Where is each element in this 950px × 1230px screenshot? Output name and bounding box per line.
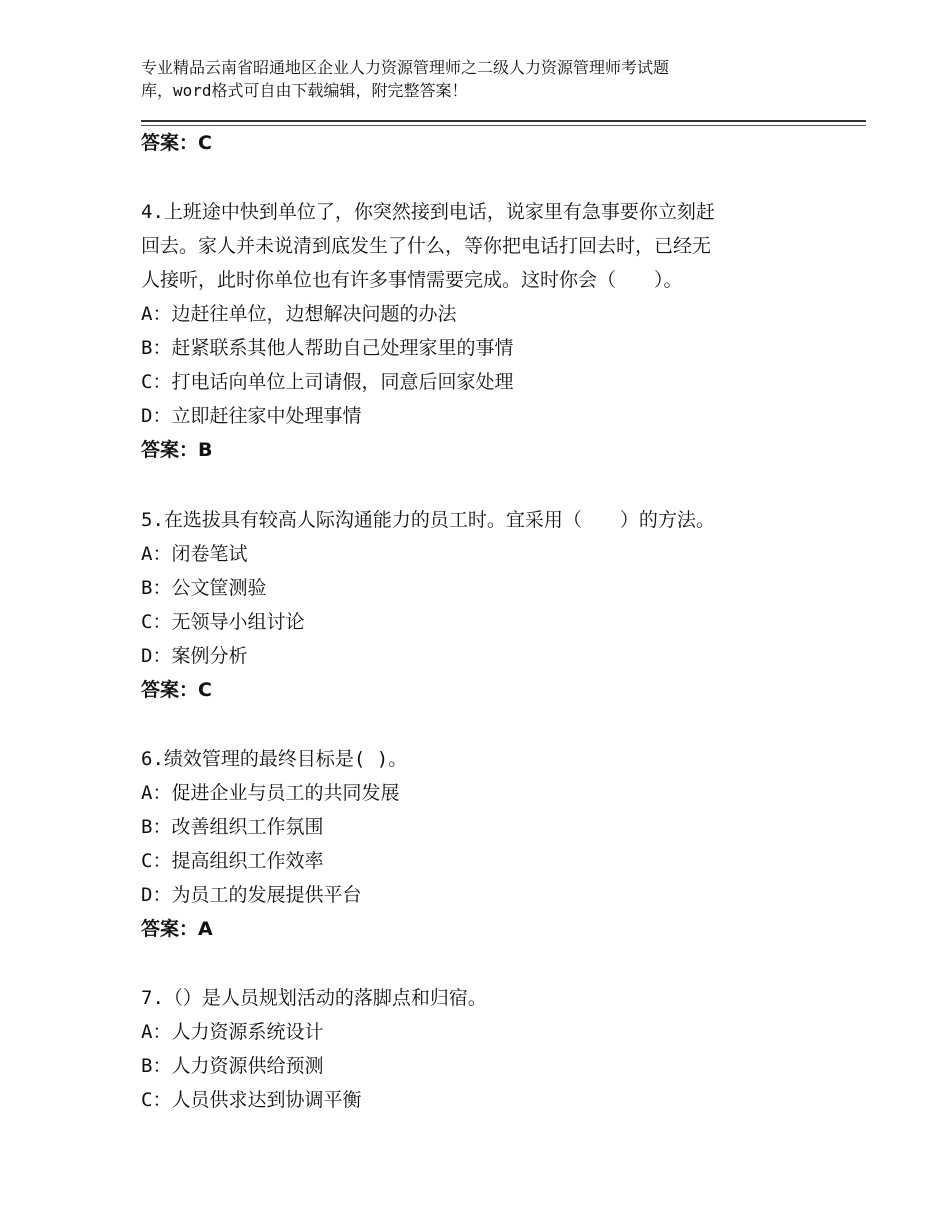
q6-option-c: C：提高组织工作效率: [141, 850, 324, 872]
document-header: [141, 56, 781, 102]
header-divider-thin: [141, 125, 866, 126]
header-line-1: 专业精品云南省昭通地区企业人力资源管理师之二级人力资源管理师考试题: [141, 58, 670, 77]
q4-option-a: A：边赶往单位，边想解决问题的办法: [141, 303, 457, 325]
q7-stem-line-1: 7.（）是人员规划活动的落脚点和归宿。: [141, 987, 487, 1009]
answer-q6: 答案：A: [141, 918, 213, 940]
q7-option-c: C：人员供求达到协调平衡: [141, 1089, 362, 1111]
q4-option-c: C：打电话向单位上司请假，同意后回家处理: [141, 371, 514, 393]
q6-option-d: D：为员工的发展提供平台: [141, 884, 362, 906]
q6-option-b: B：改善组织工作氛围: [141, 816, 324, 838]
q5-option-a: A：闭卷笔试: [141, 543, 248, 565]
answer-q3: 答案：C: [141, 132, 212, 154]
q4-stem-line-1: 4.上班途中快到单位了，你突然接到电话，说家里有急事要你立刻赶: [141, 201, 715, 223]
header-line-2: 库，word格式可自由下载编辑，附完整答案！: [141, 81, 468, 100]
q5-stem-line-1: 5.在选拔具有较高人际沟通能力的员工时。宜采用（ ）的方法。: [141, 509, 715, 531]
q4-option-b: B：赶紧联系其他人帮助自己处理家里的事情: [141, 337, 514, 359]
q7-option-a: A：人力资源系统设计: [141, 1021, 324, 1043]
q6-stem-line-1: 6.绩效管理的最终目标是( )。: [141, 748, 408, 770]
q6-option-a: A：促进企业与员工的共同发展: [141, 782, 400, 804]
q7-option-b: B：人力资源供给预测: [141, 1055, 324, 1077]
q5-option-d: D：案例分析: [141, 645, 248, 667]
q4-option-d: D：立即赶往家中处理事情: [141, 405, 362, 427]
q5-option-c: C：无领导小组讨论: [141, 611, 305, 633]
q5-option-b: B：公文筐测验: [141, 577, 267, 599]
q4-stem-line-3: 人接听，此时你单位也有许多事情需要完成。这时你会（ ）。: [141, 269, 683, 291]
header-divider-thick: [141, 120, 866, 122]
answer-q5: 答案：C: [141, 679, 212, 701]
answer-q4: 答案：B: [141, 439, 213, 461]
q4-stem-line-2: 回去。家人并未说清到底发生了什么，等你把电话打回去时，已经无: [141, 235, 712, 257]
